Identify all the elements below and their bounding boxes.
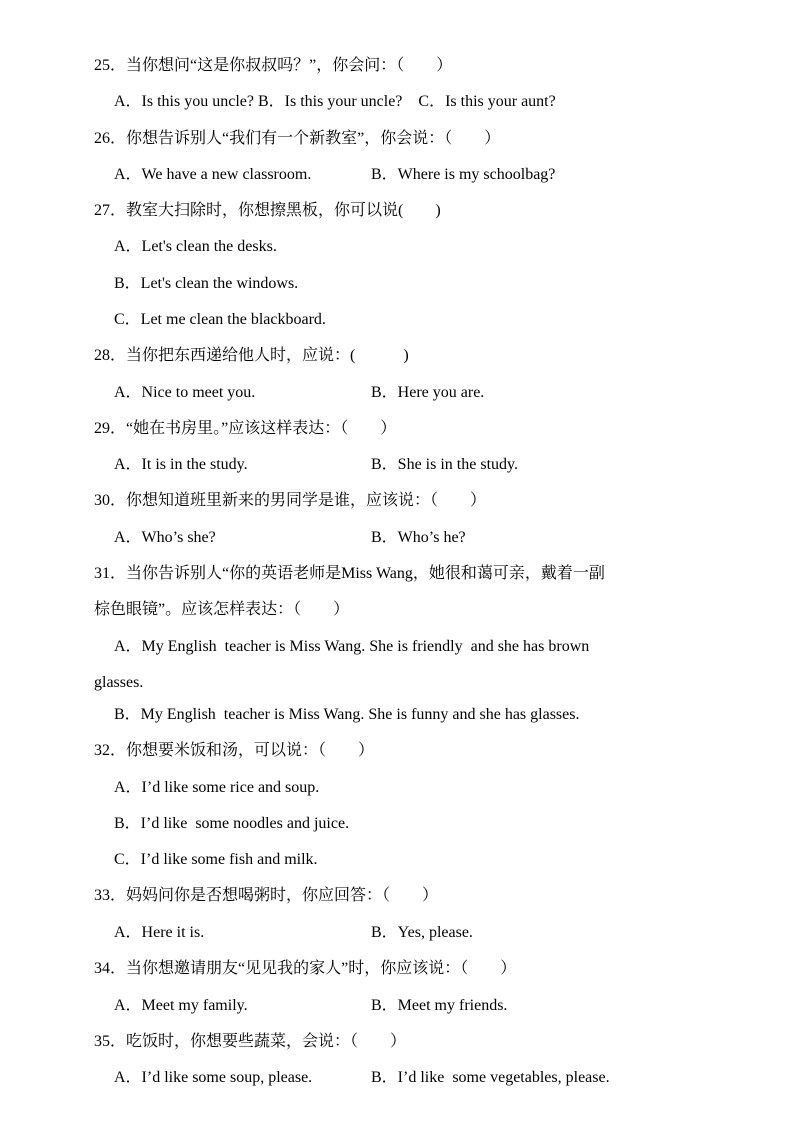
question-31-option-b: B．My English teacher is Miss Wang. She is funny and she has glasses. xyxy=(114,706,580,723)
question-31-option-a-continued: glasses. xyxy=(94,674,144,691)
question-25-options: A．Is this you uncle? B．Is this your uncle? C．Is this your aunt? xyxy=(114,93,556,110)
question-34-option-b: B．Meet my friends. xyxy=(371,997,508,1014)
question-31-stem-line-1: 31．当你告诉别人“你的英语老师是Miss Wang，她很和蔼可亲，戴着一副 xyxy=(94,565,605,582)
question-32-option-c: C．I’d like some fish and milk. xyxy=(114,851,318,868)
question-34-stem: 34．当你想邀请朋友“见见我的家人”时，你应该说：（ ） xyxy=(94,960,517,977)
question-27-option-c: C．Let me clean the blackboard. xyxy=(114,311,326,328)
question-28-option-a: A．Nice to meet you. xyxy=(114,384,256,401)
question-32-stem: 32．你想要米饭和汤，可以说：（ ） xyxy=(94,742,375,759)
question-27-option-a: A．Let's clean the desks. xyxy=(114,238,277,255)
question-27-stem: 27．教室大扫除时，你想擦黑板，你可以说( ) xyxy=(94,202,441,219)
question-35-stem: 35．吃饭时，你想要些蔬菜，会说：（ ） xyxy=(94,1033,407,1050)
question-33-option-b: B．Yes, please. xyxy=(371,924,473,941)
question-33-stem: 33．妈妈问你是否想喝粥时，你应回答：（ ） xyxy=(94,887,439,904)
question-29-option-a: A．It is in the study. xyxy=(114,456,248,473)
question-30-option-b: B．Who’s he? xyxy=(371,529,466,546)
question-25-stem: 25．当你想问“这是你叔叔吗？”，你会问：（ ） xyxy=(94,57,453,74)
question-31-option-a: A．My English teacher is Miss Wang. She is friendly and she has brown xyxy=(114,638,590,655)
question-29-stem: 29．“她在书房里。”应该这样表达：（ ） xyxy=(94,420,397,437)
question-26-option-b: B．Where is my schoolbag? xyxy=(371,166,556,183)
question-29-option-b: B．She is in the study. xyxy=(371,456,518,473)
question-30-option-a: A．Who’s she? xyxy=(114,529,216,546)
question-28-option-b: B．Here you are. xyxy=(371,384,485,401)
question-31-stem-line-2: 棕色眼镜”。应该怎样表达：（ ） xyxy=(94,601,350,618)
question-26-stem: 26．你想告诉别人“我们有一个新教室”，你会说：（ ） xyxy=(94,130,501,147)
question-35-option-b: B．I’d like some vegetables, please. xyxy=(371,1069,610,1086)
question-34-option-a: A．Meet my family. xyxy=(114,997,248,1014)
question-32-option-b: B．I’d like some noodles and juice. xyxy=(114,815,350,832)
question-35-option-a: A．I’d like some soup, please. xyxy=(114,1069,313,1086)
question-27-option-b: B．Let's clean the windows. xyxy=(114,275,299,292)
question-33-option-a: A．Here it is. xyxy=(114,924,205,941)
question-32-option-a: A．I’d like some rice and soup. xyxy=(114,779,320,796)
question-26-option-a: A．We have a new classroom. xyxy=(114,166,312,183)
question-30-stem: 30．你想知道班里新来的男同学是谁，应该说：（ ） xyxy=(94,492,487,509)
question-28-stem: 28．当你把东西递给他人时，应说：( ) xyxy=(94,347,409,364)
